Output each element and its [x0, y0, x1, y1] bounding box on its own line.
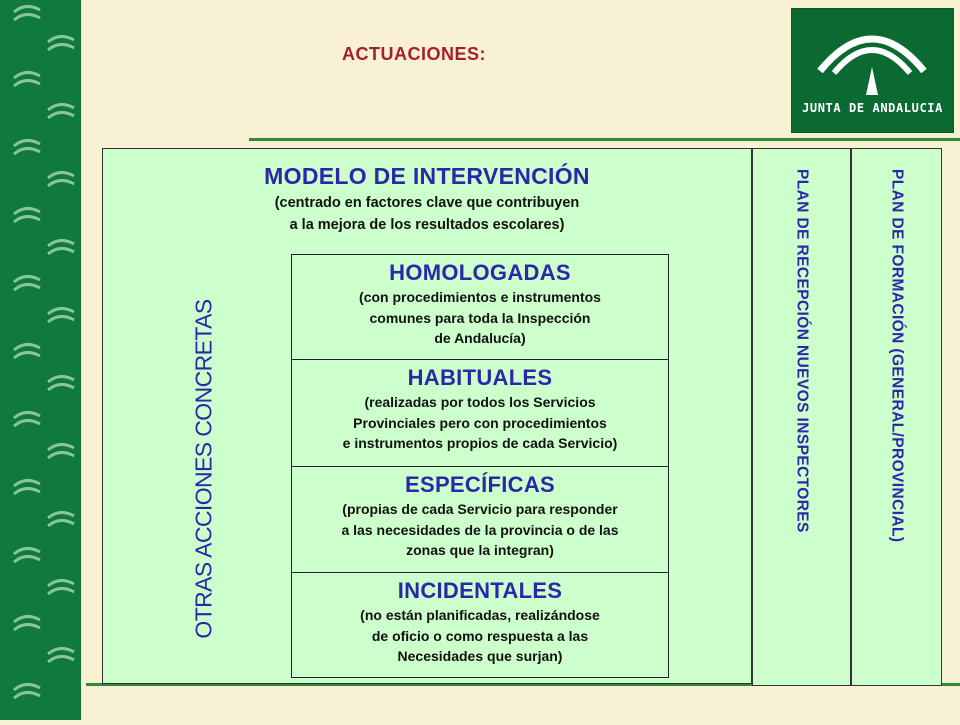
category-especificas — [291, 466, 669, 573]
plan-recepcion-box — [752, 148, 851, 686]
plan-formacion-box — [851, 148, 942, 686]
otras-acciones-label — [186, 263, 222, 675]
description-line: a las necesidades de la provincia o de las — [341, 521, 619, 538]
description-line: Provinciales pero con procedimientos — [353, 414, 607, 431]
logo-text: JUNTA DE ANDALUCIA — [802, 101, 943, 115]
category-description — [292, 605, 668, 667]
junta-andalucia-logo — [791, 8, 954, 133]
category-title: HABITUALES — [407, 365, 553, 390]
decorative-strip — [0, 0, 81, 720]
modelo-subtitle-line: (centrado en factores clave que contribuyen — [274, 195, 580, 211]
category-description — [292, 392, 668, 454]
description-line: de oficio o como respuesta a las — [371, 627, 589, 644]
category-description — [292, 499, 668, 561]
category-description — [292, 287, 668, 349]
modelo-subtitle-line: a la mejora de los resultados escolares) — [289, 217, 565, 233]
top-rule — [249, 138, 960, 141]
logo-arcs-icon — [792, 9, 953, 101]
category-incidentales — [291, 572, 669, 678]
category-title: ESPECÍFICAS — [405, 472, 555, 497]
plan-recepcion-label: PLAN DE RECEPCIÓN NUEVOS INSPECTORES — [793, 169, 811, 533]
otras-acciones-text: OTRAS ACCIONES CONCRETAS — [190, 299, 217, 639]
category-title: HOMOLOGADAS — [389, 260, 571, 285]
category-homologadas — [291, 254, 669, 360]
description-line: (no están planificadas, realizándose — [360, 607, 600, 623]
description-line: (realizadas por todos los Servicios — [364, 394, 596, 410]
plan-formacion-label: PLAN DE FORMACIÓN (GENERAL/PROVINCIAL) — [888, 169, 906, 543]
description-line: zonas que la integran) — [406, 542, 554, 558]
description-line: e instrumentos propios de cada Servicio) — [342, 435, 618, 451]
description-line: (con procedimientos e instrumentos — [359, 289, 601, 305]
description-line: Necesidades que surjan) — [397, 648, 563, 664]
leaf-pattern-icon — [0, 0, 81, 720]
modelo-title: MODELO DE INTERVENCIÓN — [264, 163, 590, 189]
description-line: de Andalucía) — [434, 330, 526, 346]
description-line: (propias de cada Servicio para responder — [342, 501, 618, 517]
page-title: ACTUACIONES: — [342, 44, 486, 64]
category-title: INCIDENTALES — [397, 578, 563, 603]
category-habituales — [291, 359, 669, 467]
description-line: comunes para toda la Inspección — [369, 309, 591, 326]
